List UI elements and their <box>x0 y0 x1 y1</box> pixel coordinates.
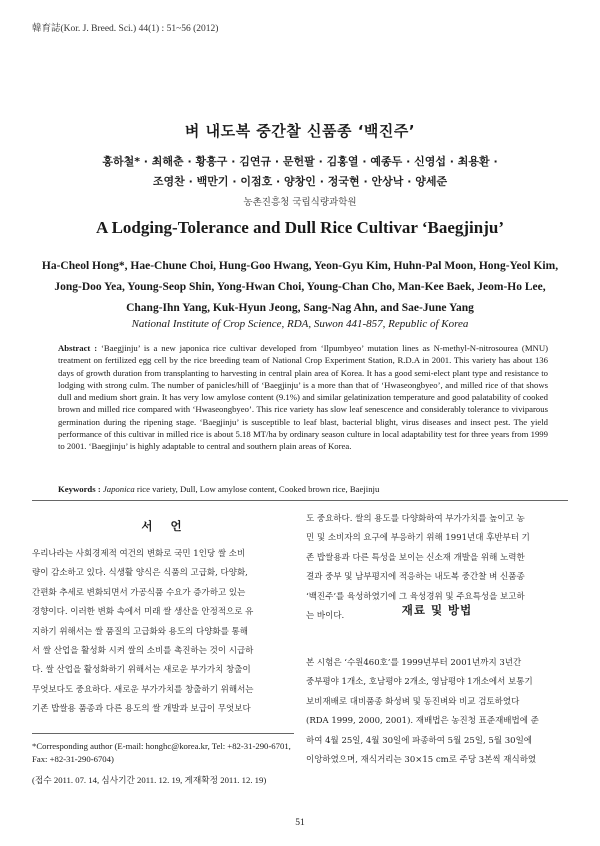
text-line: (RDA 1999, 2000, 2001). 재배법은 농진청 표준재배법에 준 <box>306 716 539 727</box>
text-line: 기존 밥쌀용 품종과 다른 용도의 쌀 개발과 보급이 무엇보다 <box>32 704 251 715</box>
text-line: 보비재배로 대비품종 화성벼 및 동진벼와 비교 검토하였다 <box>306 696 520 707</box>
text-line: 하여 4월 25일, 4월 30일에 파종하여 5월 25일, 5월 30일에 <box>306 735 532 746</box>
authors-korean-line-2: 조영찬 · 백만기 · 이점호 · 양창인 · 정국현 · 안상낙 · 양세준 <box>152 175 448 188</box>
keywords-label: Keywords : <box>58 484 101 494</box>
section-heading-methods: 재료 및 방법 <box>401 603 473 617</box>
authors-english-line-1: Ha-Cheol Hong*, Hae-Chune Choi, Hung-Goo Hwang, Yeon-Gyu Kim, Huhn-Pal Moon, Hong-Yeol Kim, <box>41 260 559 272</box>
authors-korean-line-1: 홍하철* · 최해춘 · 황흥구 · 김연규 · 문헌팔 · 김홍열 · 예종두 · 신영섭 · 최용환 · <box>102 155 498 168</box>
page-number: 51 <box>295 818 305 828</box>
abstract-label: Abstract : <box>58 343 98 353</box>
affiliation-korean: 농촌진흥청 국립식량과학원 <box>243 197 357 208</box>
text-line: 도 중요하다. 쌀의 용도를 다양화하여 부가가치를 높이고 농 <box>306 514 525 524</box>
affiliation-english: National Institute of Crop Science, RDA, Suwon 441-857, Republic of Korea <box>131 318 469 330</box>
text-line: 다. 쌀 산업을 활성화하기 위해서는 새로운 부가가치 창출이 <box>32 665 251 676</box>
text-line: 우리나라는 사회경제적 여건의 변화로 국민 1인당 쌀 소비 <box>32 549 246 559</box>
title-korean: 벼 내도복 중간찰 신품종 ‘백진주’ <box>184 122 416 140</box>
text-line: 량이 감소하고 있다. 식생활 양식은 식품의 고급화, 다양화, <box>32 568 248 579</box>
abstract-text: ‘Baegjinju’ is a new japonica rice cultivar developed from ‘Ilpumbyeo’ mutation lines as N-methyl-N-nitrosourea (MNU) treatment on fertilized egg cell by the rice breeding team of National Crop Experiment Station, R.D.A in 2001. This variety has about 136 days of growth duration from transplanting to harvesting in central plain area of Korea. It has a good semi-elect plant type and resistance to lodging with strong culm. The number of panicles/hill of ‘Baegjinju’ is a more than that of ‘Hwaseongbyeo’, and milled rice of that shows dull and medium short grain. It has very low amylose content (9.1%) and similar gelatinization temperature and good palatability of cooked brown and milled rice compared with ‘Hwaseongbyeo’. This rice variety has slow leaf senescence and considerably tolerance to viviparous germination during the ripening stage. ‘Baegjinju’ is susceptible to leaf blast, bacterial blight, virus diseases and insect pest. The yield performance of this cultivar in milled rice is about 5.18 MT/ha by ordinary season culture in local adaptability test for three years from 1999 to 2001. ‘Baegjinju’ is highly adaptable to central and southern plain areas of Korea. <box>58 343 548 452</box>
authors-english-line-3: Chang-Ihn Yang, Kuk-Hyun Jeong, Sang-Nag Ahn, and Sae-June Yang <box>126 302 474 314</box>
text-line: 무엇보다도 중요하다. 새로운 부가가치를 창출하기 위해서는 <box>32 684 254 695</box>
methods-body <box>306 654 568 770</box>
divider <box>32 500 568 501</box>
text-line: 민 및 소비자의 요구에 부응하기 위해 1991년대 후반부터 기 <box>306 533 530 544</box>
text-line: 경향이다. 이러한 변화 속에서 미래 쌀 생산을 안정적으로 유 <box>32 607 254 618</box>
text-line: 결과 중부 및 남부평지에 적응하는 내도복 중간찰 벼 신품종 <box>306 572 525 583</box>
keywords-text: rice variety, Dull, Low amylose content, Cooked brown rice, Baejinju <box>134 484 380 494</box>
footnote-divider <box>32 733 294 734</box>
abstract <box>58 342 548 453</box>
text-line: 본 시험은 ‘수원460호’를 1999년부터 2001년까지 3년간 <box>306 658 522 668</box>
section-heading-introduction: 서 언 <box>141 519 183 533</box>
text-line: 지하기 위해서는 쌀 품질의 고급화와 용도의 다양화를 통해 <box>32 626 248 637</box>
journal-header: 韓育誌(Kor. J. Breed. Sci.) 44(1) : 51~56 (2012) <box>32 24 219 34</box>
text-line: 중부평야 1개소, 호남평야 2개소, 영남평야 1개소에서 보통기 <box>306 677 533 688</box>
text-line: 이앙하였으며, 재식거리는 30×15 cm로 주당 3본씩 재식하였 <box>306 755 537 766</box>
text-line: 서 쌀 산업을 활성화 시켜 쌀의 소비를 촉진하는 것이 시급하 <box>32 646 254 657</box>
text-line: 는 바이다. <box>306 611 345 622</box>
footnote-dates: (접수 2011. 07. 14, 심사기간 2011. 12. 19, 게재확정 2011. 12. 19) <box>32 775 267 785</box>
title-english: A Lodging-Tolerance and Dull Rice Cultivar ‘Baegjinju’ <box>95 218 505 237</box>
authors-english-line-2: Jong-Doo Yea, Young-Seop Shin, Yong-Hwan Choi, Young-Chan Cho, Man-Kee Baek, Jeom-Ho Lee, <box>54 281 546 293</box>
keywords-italic: Japonica <box>102 484 135 494</box>
keywords <box>58 484 548 494</box>
text-line: 존 밥쌀용과 다른 특성을 보이는 신소재 개발을 위해 노력한 <box>306 552 525 563</box>
text-line: 간편화 추세로 변화되면서 가공식품 수요가 증가하고 있는 <box>32 587 246 598</box>
introduction-body <box>32 545 294 720</box>
text-line: ‘백진주’를 육성하였기에 그 육성경위 및 주요특성을 보고하 <box>306 591 525 602</box>
footnote-corresponding-author: *Corresponding author (E-mail: honghc@korea.kr, Tel: +82-31-290-6701, Fax: +82-31-290-6704) <box>32 741 291 764</box>
